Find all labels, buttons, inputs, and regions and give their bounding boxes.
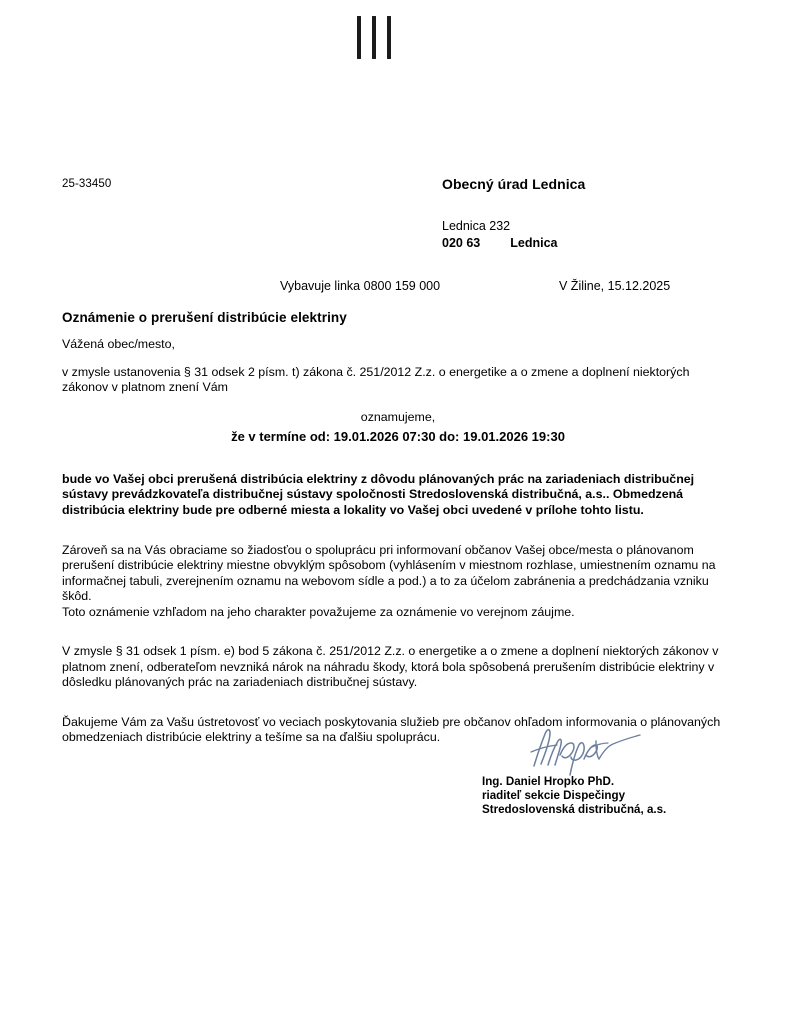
reference-number: 25-33450 xyxy=(62,178,112,190)
announce-term: že v termíne od: 19.01.2026 07:30 do: 19.01.2026 19:30 xyxy=(231,429,565,444)
announce-word: oznamujeme, xyxy=(360,409,436,424)
outage-bold-paragraph: bude vo Vašej obci prerušená distribúcia elektriny z dôvodu plánovaných prác na zariadeniach distribučnej sústavy prevádzkovateľa distribučnej sústavy spoločnosti Stredoslovenská distribučná, a.s.. Obmedzená distribúcia elektriny bude pre odberné miesta a lokality vo Vašej obci uvedené v prílohe tohto listu. xyxy=(62,471,695,518)
signer-company: Stredoslovenská distribučná, a.s. xyxy=(482,803,667,816)
intro-paragraph: v zmysle ustanovenia § 31 odsek 2 písm. t) zákona č. 251/2012 Z.z. o energetike a o zmene a doplnení niektorých zákonov v platnom znení Vám xyxy=(62,364,690,394)
public-interest-paragraph: Toto oznámenie vzhľadom na jeho charakter považujeme za oznámenie vo verejnom záujme. xyxy=(62,604,575,619)
logo-bar-1 xyxy=(357,16,361,59)
recipient-postal-code: 020 63 xyxy=(442,236,481,250)
recipient-city-line xyxy=(442,236,762,250)
recipient-city: Lednica xyxy=(510,236,558,250)
salutation: Vážená obec/mesto, xyxy=(62,337,175,351)
page-title: Oznámenie o prerušení distribúcie elektriny xyxy=(62,310,347,325)
recipient-organisation: Obecný úrad Lednica xyxy=(442,176,586,192)
contact-phone-line: Vybavuje linka 0800 159 000 xyxy=(280,279,441,293)
logo-bar-2 xyxy=(372,16,376,59)
liability-paragraph: V zmysle § 31 odsek 1 písm. e) bod 5 zákona č. 251/2012 Z.z. o energetike a o zmene a doplnení niektorých zákonov v platnom znení, odberateľom nevzniká nárok na náhradu škody, ktorá bola spôsobená prerušením distribúcie elektriny v dôsledku plánovaných prác na zariadeniach distribučnej sústavy. xyxy=(62,644,719,690)
signer-name: Ing. Daniel Hropko PhD. xyxy=(482,775,615,788)
cooperation-paragraph: Zároveň sa na Vás obraciame so žiadosťou o spoluprácu pri informovaní občanov Vašej obce/mesta o plánovanom prerušení distribúcie elektriny miestne obvyklým spôsobom (vyhlásením v miestnom rozhlase, umiestnením oznamu na informačnej tabuli, zverejnením oznamu na webovom sídle a pod.) a to za účelom zabránenia a predchádzania vzniku škôd. xyxy=(62,542,716,604)
document-body xyxy=(62,337,734,746)
signer-position: riaditeľ sekcie Dispečingy xyxy=(482,789,626,802)
thanks-paragraph: Ďakujeme Vám za Vašu ústretovosť vo veciach poskytovania služieb pre občanov ohľadom informovania o plánovaných obmedzeniach distribúcie elektriny a tešíme sa na ďalšiu spoluprácu. xyxy=(62,714,721,745)
signer-block xyxy=(482,775,666,817)
logo-bar-3 xyxy=(387,16,391,59)
recipient-address-block xyxy=(442,176,762,250)
recipient-street: Lednica 232 xyxy=(442,219,511,233)
three-bars-logo xyxy=(357,16,393,59)
handwritten-signature-icon xyxy=(528,722,648,777)
place-and-date: V Žiline, 15.12.2025 xyxy=(559,279,671,293)
